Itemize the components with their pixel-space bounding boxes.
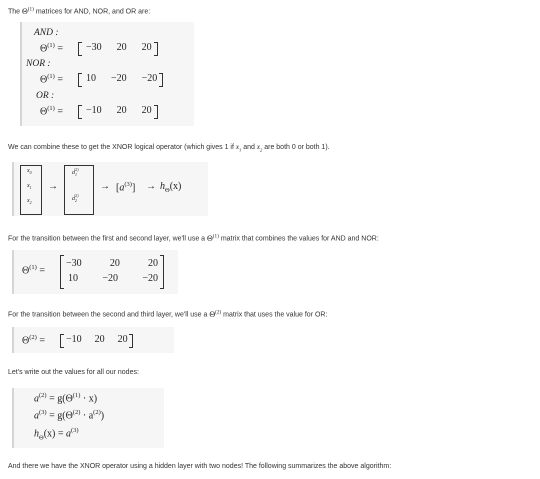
or-label: OR : — [36, 91, 55, 101]
or-row — [86, 105, 152, 116]
or-cell: 20 — [116, 105, 127, 116]
and-cell: 20 — [116, 42, 127, 53]
and-cell: −30 — [86, 42, 102, 53]
node-eq-1: $a^{(2)} = g(\Theta^{(1)} \cdot x)$ — [34, 392, 98, 405]
arrow: → — [100, 181, 110, 192]
intro-text — [8, 6, 150, 16]
layer2-text: For the transition between the second and third layer, we'll use a $\Theta^{(2)}$ matrix that uses the value for OR: — [8, 309, 328, 319]
nor-cell: −20 — [111, 73, 127, 84]
x1-symbol: $x_1$ — [235, 143, 242, 153]
a1-symbol: $a_1^{(2)}$ — [72, 168, 79, 178]
and-row — [86, 42, 152, 53]
panel-accent-bar — [20, 22, 22, 126]
or-cell: 20 — [141, 105, 152, 116]
theta1-row1: −30 20 20 — [66, 258, 158, 269]
nor-row — [86, 73, 157, 84]
x2-symbol: $x_2$ — [256, 143, 263, 153]
layer1-text: For the transition between the first and second layer, we'll use a $\Theta^{(1)}$ matrix that combines the values for AND and NOR: — [8, 233, 379, 243]
nor-equation: $\Theta^{(1)}$ = — [40, 73, 63, 86]
nor-cell: 10 — [86, 73, 96, 84]
nor-cell: −20 — [141, 73, 158, 84]
or-equation: $\Theta^{(1)}$ = — [40, 105, 63, 118]
x2-input: $x_2$ — [27, 198, 32, 206]
theta-symbol: $\Theta^{(1)}$ — [22, 6, 34, 16]
theta1-matrix — [60, 255, 164, 289]
node-eq-2: $a^{(3)} = g(\Theta^{(2)} \cdot a^{(2)})$ — [34, 409, 105, 422]
output-node: $[a^{(3)}]$ — [116, 181, 136, 194]
intro-suffix: matrices for AND, NOR, and OR are: — [35, 8, 151, 16]
summary-text: And there we have the XNOR operator using a hidden layer with two nodes! The following summarizes the above algorithm: — [8, 463, 392, 470]
node-eq-3: $h_\Theta(x) = a^{(3)}$ — [34, 427, 79, 442]
theta1-row2: 10 −20 −20 — [68, 273, 158, 284]
arrow: → — [146, 181, 156, 192]
arrow: → — [48, 181, 58, 192]
xnor-text: We can combine these to get the XNOR logical operator (which gives 1 if $x_1$ and $x_2$ are both 0 or both 1). — [8, 143, 330, 153]
theta1-lhs: $\Theta^{(1)}$ = — [22, 264, 45, 277]
nor-label: NOR : — [26, 59, 51, 69]
theta2-equation: $\Theta^{(2)}$ = — [22, 334, 45, 347]
a2-symbol: $a_2^{(2)}$ — [72, 194, 79, 204]
and-equation: $\Theta^{(1)}$ = — [40, 42, 63, 55]
hidden-vector — [64, 165, 94, 215]
theta2-row: −10 20 20 — [66, 334, 128, 345]
and-cell: 20 — [141, 42, 152, 53]
intro-prefix: The — [8, 8, 21, 16]
x0-symbol: $x_0$ — [27, 168, 32, 176]
nodes-text: Let's write out the values for all our nodes: — [8, 369, 139, 376]
or-cell: −10 — [86, 105, 102, 116]
x1-input: $x_1$ — [27, 183, 32, 191]
hypothesis: $h_\Theta(x)$ — [160, 181, 182, 194]
and-label: AND : — [34, 28, 59, 38]
